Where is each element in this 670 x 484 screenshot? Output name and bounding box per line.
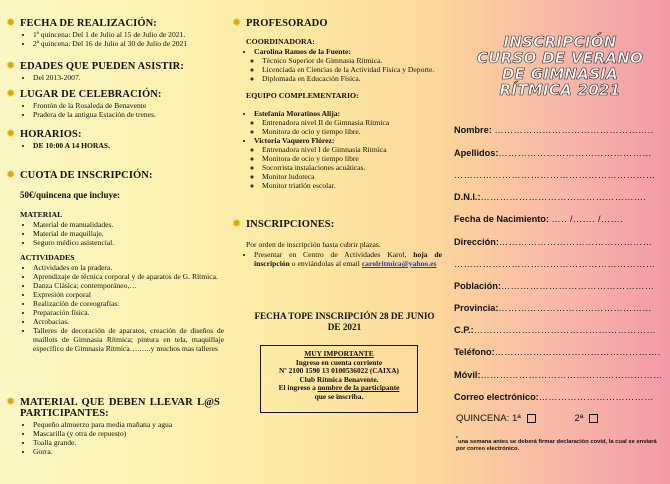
field-correo[interactable]: Correo electrónico:……………………………… xyxy=(454,392,654,402)
list-item: • Expresión corporal xyxy=(33,290,224,299)
important-line: Ingreso en cuenta corriente xyxy=(295,357,383,367)
fecha-title: FECHA DE REALIZACIÓN: xyxy=(20,18,157,29)
section-profesorado xyxy=(232,18,442,190)
list-item: • Material de manualidades. xyxy=(33,220,224,229)
sun-icon: ✹ xyxy=(232,17,242,29)
field-nombre[interactable]: Nombre: ………………………………………….. xyxy=(454,125,654,135)
covid-note: *una semana antes se deberá firmar declaración covid, la cual se enviará por correo electrónico. xyxy=(456,436,657,453)
email-link[interactable]: carolritmica@yahoo.es xyxy=(361,259,437,268)
section-edades xyxy=(6,61,224,82)
important-line: que se inscriba. xyxy=(314,391,364,401)
field-dni[interactable]: D.N.I.:……………………………………………. xyxy=(454,192,647,202)
list-item: • Gorra. xyxy=(33,447,224,456)
traer-title: MATERIAL QUE DEBEN LLEVAR L@S PARTICIPANTES: xyxy=(20,397,220,419)
section-traer xyxy=(6,397,224,456)
quincena-1-checkbox[interactable] xyxy=(527,414,536,423)
horarios-title: HORARIOS: xyxy=(20,129,82,140)
inscripciones-item: • Presentar en Centro de Actividades Karol, hoja de inscripción o envíándolas al email carolritmica@yahoo.es xyxy=(254,250,442,268)
profesorado-title: PROFESORADO xyxy=(246,18,328,29)
field-apellidos-cont[interactable]: ……………………………………………………… xyxy=(454,170,656,180)
list-item: • Aprendizaje de técnica corporal y de aparatos de G. Rítmica. xyxy=(33,272,224,281)
section-inscripciones xyxy=(232,219,442,268)
list-item: • Actividades en la pradera. xyxy=(33,263,224,272)
list-item: • Frontón de la Rosaleda de Benavente xyxy=(33,101,224,110)
lugar-title: LUGAR DE CELEBRACIÓN: xyxy=(20,89,162,100)
list-item: • 1ª quincena: Del 1 de Julio al 15 de Julio de 2021. xyxy=(33,30,224,39)
sun-icon: ✹ xyxy=(6,169,16,181)
list-item: • Material de maquillaje. xyxy=(33,229,224,238)
edades-title: EDADES QUE PUEDEN ASISTIR: xyxy=(20,61,184,72)
list-item: • 2ª quincena: Del 16 de Julio al 30 de Julio de 2021 xyxy=(33,39,224,48)
list-item: • Mascarilla (y otra de repuesto) xyxy=(33,429,224,438)
field-cp[interactable]: C.P.:………………………………………………… xyxy=(454,325,656,335)
field-provincia[interactable]: Provincia:………………………………………… xyxy=(454,303,652,313)
actividades-title: ACTIVIDADES xyxy=(20,253,75,262)
important-line: Club Rítmica Benavente. xyxy=(299,374,379,384)
field-telefono[interactable]: Teléfono:……………………………………………. xyxy=(454,347,661,357)
field-nacimiento[interactable]: Fecha de Nacimiento: ….. /……. /……. xyxy=(454,214,624,224)
important-box xyxy=(260,345,418,413)
list-item: • Talleres de decoración de aparatos, creación de diseños de maillots de Gimnasia Rítmica; pintura en tela, maquillaje específico de Gimnasia Rítmica….…..y muchos mas talleres xyxy=(33,326,224,353)
list-item: ◦ Licenciada en Ciencias de la Actividad Física y Deporte. xyxy=(262,65,442,74)
section-lugar xyxy=(6,89,224,119)
section-cuota xyxy=(6,170,224,353)
quincena-row: QUINCENA: 1ª 2ª xyxy=(456,413,598,424)
list-item: ◦ Monitora de ocio y tiempo libre. xyxy=(262,127,442,136)
cuota-price: 50€/quincena que incluye: xyxy=(20,190,121,200)
list-item: • DE 10:00 A 14 HORAS. xyxy=(33,141,224,150)
list-item: ◦ Monitor ludoteca xyxy=(262,172,442,181)
form-title: INSCRIPCIÓN CURSO DE VERANO DE GIMNASIA RÍTMICA 2021 xyxy=(476,33,644,99)
sun-icon: ✹ xyxy=(6,60,16,72)
list-item: • Toalla grande. xyxy=(33,438,224,447)
coordinadora-name: • Carolina Ramos de la Fuente: xyxy=(254,47,442,56)
section-fecha xyxy=(6,18,224,48)
quincena-2-checkbox[interactable] xyxy=(589,414,598,423)
victoria-name: • Victoria Vaquero Flórez: xyxy=(254,136,442,145)
list-item: ◦ Entrenadora nivel I de Gimnasia Rítmica xyxy=(262,145,442,154)
section-horarios xyxy=(6,129,224,150)
material-title: MATERIAL xyxy=(20,210,63,219)
coordinadora-title: COORDINADORA: xyxy=(246,37,315,46)
field-direccion-cont[interactable]: ……………………………………………………… xyxy=(454,259,656,269)
fecha-tope: FECHA TOPE INSCRIPCIÓN 28 DE JUNIO DE 2021 xyxy=(254,311,435,332)
list-item: • Preparación física. xyxy=(33,308,224,317)
important-line: El ingreso a nombre de la participante xyxy=(278,383,400,393)
sun-icon: ✹ xyxy=(232,218,242,230)
sun-icon: ✹ xyxy=(6,17,16,29)
sun-icon: ✹ xyxy=(6,128,16,140)
inscripciones-title: INSCRIPCIONES: xyxy=(246,219,335,230)
list-item: • Acrobacias. xyxy=(33,317,224,326)
estefania-name: • Estefanía Moratinos Alija: xyxy=(254,109,442,118)
important-title: MUY IMPORTANTE xyxy=(304,349,374,358)
field-apellidos[interactable]: Apellidos:………………………………………… xyxy=(454,148,652,158)
sun-icon: ✹ xyxy=(6,88,16,100)
list-item: ◦ Diplomada en Educación Física. xyxy=(262,74,442,83)
sun-icon: ✹ xyxy=(6,396,16,408)
field-poblacion[interactable]: Población:………………………………………… xyxy=(454,281,655,291)
inscripciones-text: Por orden de inscripción hasta cubrir plazas. xyxy=(246,240,381,249)
equipo-title: EQUIPO COMPLEMENTARIO: xyxy=(246,91,359,100)
field-movil[interactable]: Móvil:………………………………………………… xyxy=(454,370,663,380)
important-account: Nº 2100 1590 13 0100536022 (CAIXA) xyxy=(278,366,400,376)
list-item: ◦ Monitora de ocio y tiempo libre xyxy=(262,154,442,163)
list-item: ◦ Técnico Superior de Gimnasia Rítmica. xyxy=(262,56,442,65)
list-item: ◦ Monitor triatlón escolar. xyxy=(262,181,442,190)
list-item: • Pradera de la antigua Estación de trenes. xyxy=(33,110,224,119)
list-item: • Del 2013-2007. xyxy=(33,73,224,82)
list-item: • Realización de coreografías. xyxy=(33,299,224,308)
list-item: • Pequeño almuerzo para media mañana y agua xyxy=(33,420,224,429)
list-item: ◦ Entrenadora nivel II de Gimnasia Rítmica xyxy=(262,118,442,127)
list-item: • Seguro médico asistencial. xyxy=(33,238,224,247)
cuota-title: CUOTA DE INSCRIPCIÓN: xyxy=(20,170,153,181)
list-item: ◦ Socorrista instalaciones acuáticas. xyxy=(262,163,442,172)
field-direccion[interactable]: Dirección:………………………………………… xyxy=(454,237,653,247)
list-item: • Danza Clásica; contemporáneo,… xyxy=(33,281,224,290)
